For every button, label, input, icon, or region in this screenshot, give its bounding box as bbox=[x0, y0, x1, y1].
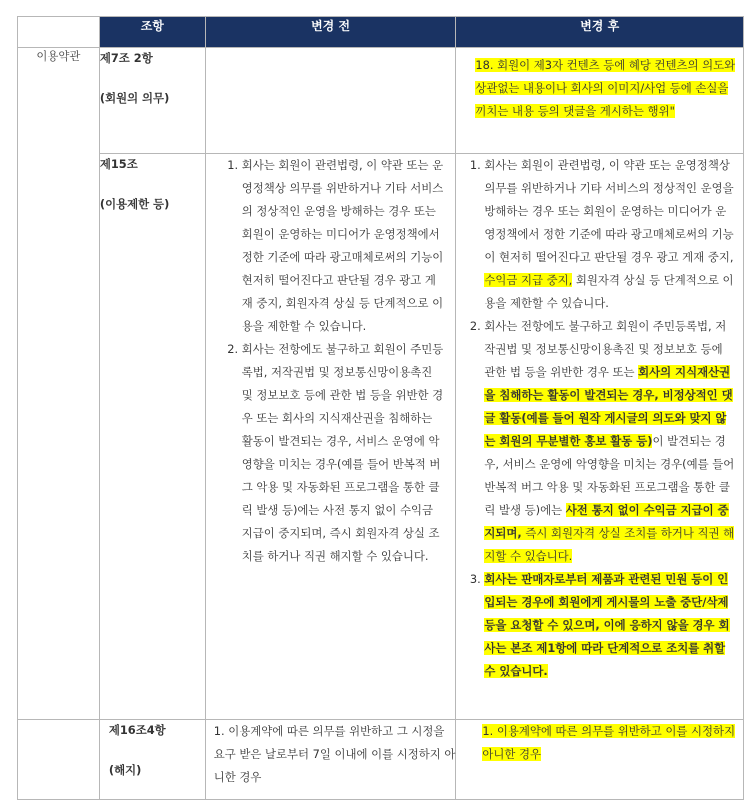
category-cell: 이용약관 bbox=[18, 48, 100, 720]
header-after: 변경 후 bbox=[456, 17, 744, 48]
item-text: 회사는 전항에도 불구하고 회원이 주민등록법, 저작권법 및 정보통신망이용촉진 및 정보보호 등에 관한 법 등을 위반한 경우 또는 bbox=[484, 319, 727, 379]
added-text: 18. 회원이 제3자 컨텐츠 등에 혜당 컨텐츠의 의도와 상관없는 내용이나 회사의 이미지/사업 등에 손실을 끼치는 내용 등의 댓글을 게시하는 행위" bbox=[475, 58, 736, 118]
clause-number: 제7조 2항 bbox=[99, 51, 153, 65]
before-list bbox=[220, 154, 446, 568]
list-item: 2. 회사는 전항에도 불구하고 회원이 주민등록법, 저작권법 및 정보통신망이용촉진 및 정보보호 등에 관한 법 등을 위반한 경우 또는 회사의 지식재산권을 침해하는 활동이 발견되는 경우, 서비스 운영에 악영향을 미치는 경우(예를 들어 반복적 버그 악용 및 자동화된 프로그램을 통한 클릭 발생 등)에는 사전 통지 없이 수익금 지급이 중지되며, 즉시 회원자격 상실 조치를 하거나 직권 해지할 수 있습니다. bbox=[242, 338, 446, 568]
list-item bbox=[484, 315, 737, 568]
added-text: 1. 이용계약에 따른 의무를 위반하고 이를 시정하지 아니한 경우 bbox=[482, 724, 736, 761]
clause-number: 제16조4항 bbox=[108, 723, 166, 737]
item-text: 회원자격 상실 등 단계적으로 이용을 제한할 수 있습니다. bbox=[484, 273, 734, 310]
after-cell bbox=[456, 720, 744, 800]
after-cell bbox=[456, 154, 744, 720]
after-cell bbox=[456, 48, 744, 154]
item-text: 이 발견되는 경우, 서비스 운영에 악영향을 미치는 경우(예를 들어 반복적 버그 악용 및 자동화된 프로그램을 통한 클릭 발생 등)에는 bbox=[484, 434, 735, 517]
before-cell bbox=[205, 48, 456, 154]
added-text: 회사는 판매자로부터 제품과 관련된 민원 등이 인입되는 경우에 회원에게 게시물의 노출 중단/삭제 등을 요청할 수 있으며, 이에 응하지 않을 경우 회사는 본조 제1항에 따라 단계적으로 조치를 취할 수 있습니다. bbox=[484, 572, 730, 678]
clause-title: (회원의 의무) bbox=[99, 91, 170, 105]
added-text: 회사의 지식재산권을 침해하는 활동이 발견되는 경우, 비정상적인 댓글 활동(예를 들어 원작 게시글의 의도와 맞지 않는 회원의 무분별한 홍보 활동 등) bbox=[484, 365, 733, 448]
list-item: 1. 회사는 회원이 관련법령, 이 약관 또는 운영정책상 의무를 위반하거나 기타 서비스의 정상적인 운영을 방해하는 경우 또는 회원이 운영하는 미디어가 운영정책에서 정한 기준에 따라 광고매체로써의 기능이 현저히 떨어진다고 판단될 경우 광고 게재 중지, 회원자격 상실 등 단계적으로 이용을 제한할 수 있습니다. bbox=[242, 154, 446, 338]
header-row bbox=[18, 17, 744, 48]
clause-cell bbox=[99, 48, 205, 154]
terms-change-table bbox=[17, 16, 744, 800]
clause-title: (해지) bbox=[108, 763, 142, 777]
table-row bbox=[18, 48, 744, 154]
header-blank-cell bbox=[18, 17, 100, 48]
clause-cell bbox=[99, 154, 205, 720]
before-cell bbox=[205, 154, 456, 720]
clause-title: (이용제한 등) bbox=[99, 197, 170, 211]
added-text: 수익금 지급 중지, bbox=[484, 273, 573, 287]
list-item bbox=[484, 568, 737, 683]
clause-number: 제15조 bbox=[99, 157, 138, 171]
after-list bbox=[462, 154, 737, 683]
added-text: 즉시 회원자격 상실 조치를 하거나 직권 해지할 수 있습니다. bbox=[484, 526, 735, 563]
added-text: 사전 통지 없이 수익금 지급이 중지되며, bbox=[484, 503, 729, 540]
table-row bbox=[18, 154, 744, 720]
list-item bbox=[484, 154, 737, 315]
header-clause: 조항 bbox=[99, 17, 205, 48]
clause-cell bbox=[99, 720, 205, 800]
table-row bbox=[18, 720, 744, 800]
item-text: 회사는 회원이 관련법령, 이 약관 또는 운영정책상 의무를 위반하거나 기타 서비스의 정상적인 운영을 방해하는 경우 또는 회원이 운영하는 미디어가 운영정책에서 정한 기준에 따라 광고매체로써의 기능이 현저히 떨어진다고 판단될 경우 광고 게재 중지, bbox=[484, 158, 734, 264]
header-before: 변경 전 bbox=[205, 17, 456, 48]
category-empty-cell bbox=[18, 720, 100, 800]
before-cell: 1. 이용계약에 따른 의무를 위반하고 그 시정을 요구 받은 날로부터 7일 이내에 이를 시정하지 아니한 경우 bbox=[205, 720, 456, 800]
